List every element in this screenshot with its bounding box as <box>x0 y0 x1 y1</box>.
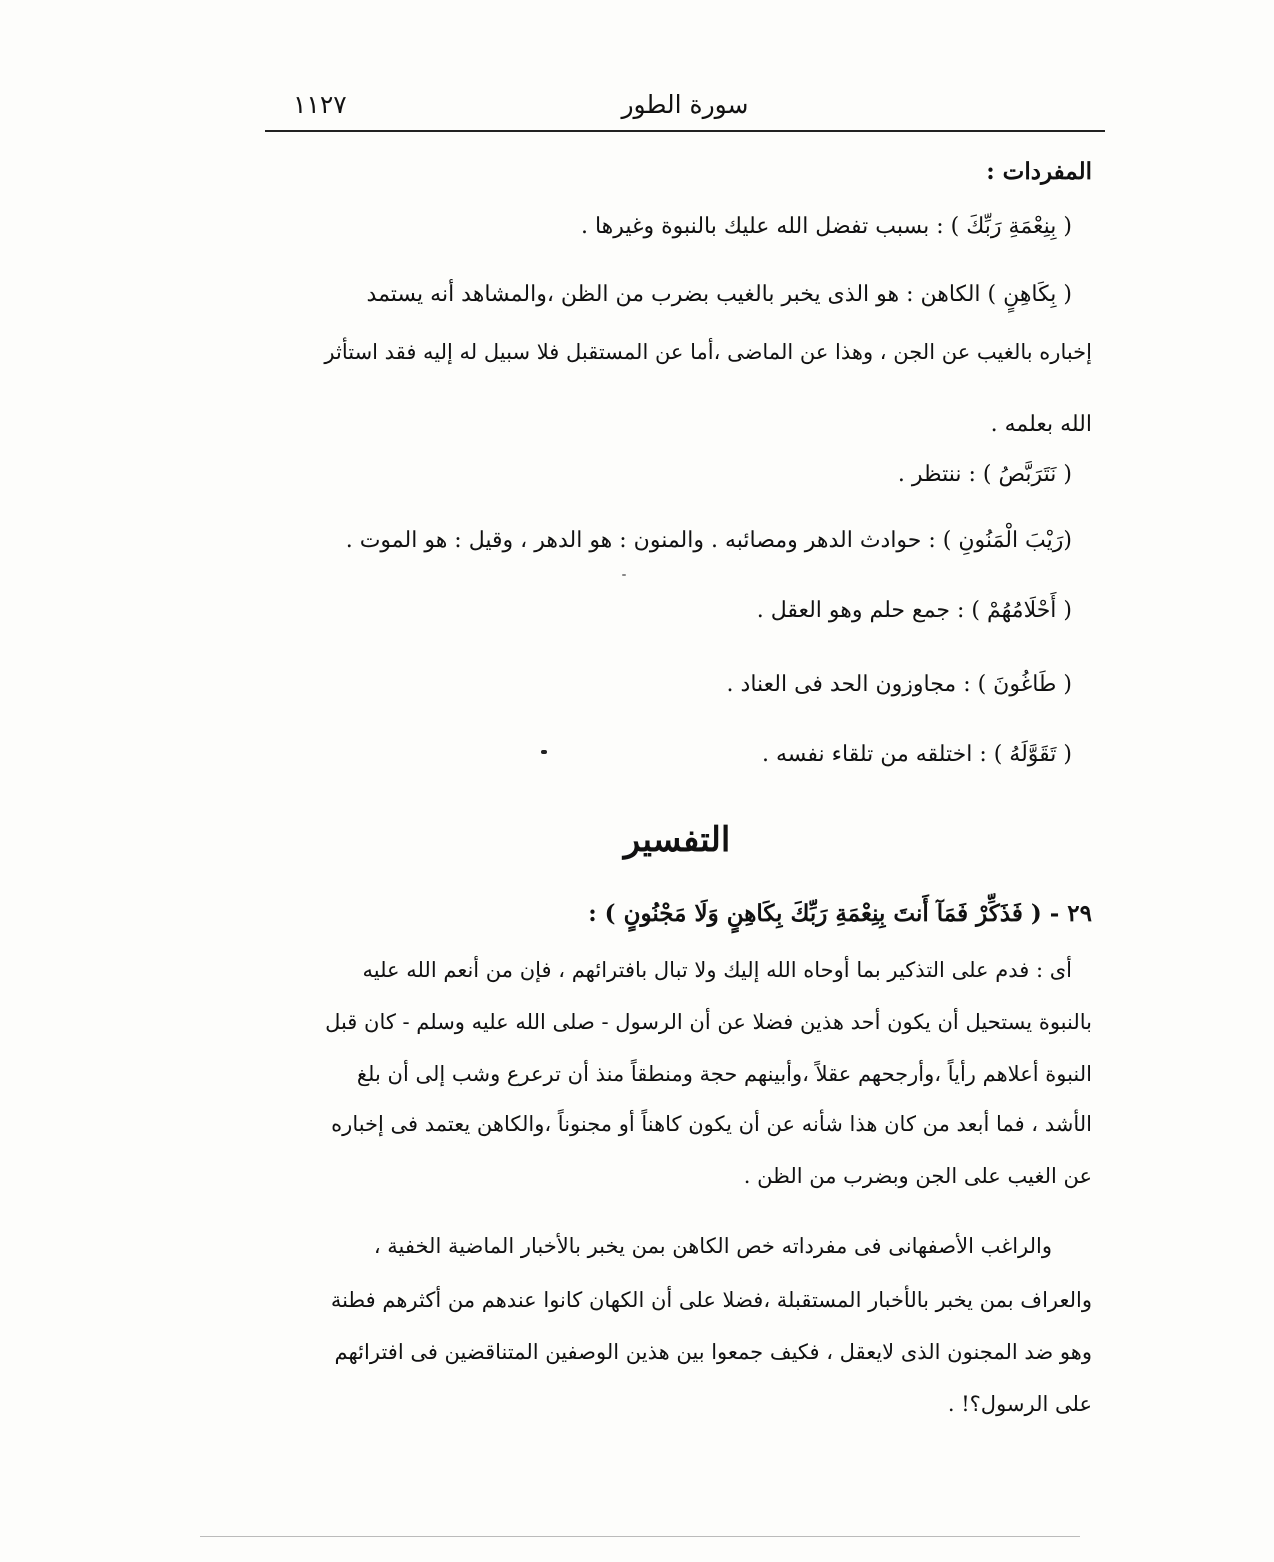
tafsir-line: والعراف بمن يخبر بالأخبار المستقبلة ،فضلا على أن الكهان كانوا عندهم من أكثرهم فطنة <box>330 1288 1092 1312</box>
gloss-line: إخباره بالغيب عن الجن ، وهذا عن الماضى ،أما عن المستقبل فلا سبيل له إليه فقد استأثر <box>324 340 1092 364</box>
tafsir-line: أى : فدم على التذكير بما أوحاه الله إليك ولا تبال بافترائهم ، فإن من أنعم الله عليه <box>362 958 1072 982</box>
tafsir-line: النبوة أعلاهم رأياً ،وأرجحهم عقلاً ،وأبينهم حجة ومنطقاً منذ أن ترعرع وشب إلى أن بلغ <box>356 1062 1092 1086</box>
tafsir-line: الأشد ، فما أبعد من كان هذا شأنه عن أن يكون كاهناً أو مجنوناً ،والكاهن يعتمد فى إخباره <box>331 1112 1092 1136</box>
footer-rule <box>200 1536 1080 1537</box>
tafsir-heading: التفسير <box>623 820 731 860</box>
tafsir-line: بالنبوة يستحيل أن يكون أحد هذين فضلا عن أن الرسول - صلى الله عليه وسلم - كان قبل <box>325 1010 1092 1034</box>
gloss-line: ( أَحْلَامُهُمْ ) : جمع حلم وهو العقل . <box>756 598 1072 623</box>
gloss-line: ( طَاغُونَ ) : مجاوزون الحد فى العناد . <box>726 672 1072 697</box>
page-number: ١١٢٧ <box>293 90 347 119</box>
verse-line: ٢٩ - ( فَذَكِّرْ فَمَآ أَنتَ بِنِعْمَةِ رَبِّكَ بِكَاهِنٍ وَلَا مَجْنُونٍ ) : <box>588 900 1092 927</box>
tafsir-line: وهو ضد المجنون الذى لايعقل ، فكيف جمعوا بين هذين الوصفين المتناقضين فى افترائهم <box>334 1340 1092 1364</box>
gloss-line: ( نَتَرَبَّصُ ) : ننتظر . <box>897 462 1072 487</box>
mufradat-heading: المفردات : <box>986 158 1092 185</box>
gloss-line: ( بِكَاهِنٍ ) الكاهن : هو الذى يخبر بالغيب بضرب من الظن ،والمشاهد أنه يستمد <box>366 282 1072 307</box>
surah-title: سورة الطور <box>621 90 749 119</box>
gloss-line: ( تَقَوَّلَهُ ) : اختلقه من تلقاء نفسه . <box>762 742 1072 767</box>
gloss-line: (رَيْبَ الْمَنُونِ ) : حوادث الدهر ومصائبه . والمنون : هو الدهر ، وقيل : هو الموت . <box>345 528 1072 553</box>
ink-speck <box>541 750 547 754</box>
tafsir-line: والراغب الأصفهانى فى مفرداته خص الكاهن بمن يخبر بالأخبار الماضية الخفية ، <box>373 1234 1052 1258</box>
gloss-line: ( بِنِعْمَةِ رَبِّكَ ) : بسبب تفضل الله عليك بالنبوة وغيرها . <box>580 214 1072 239</box>
ink-speck <box>622 574 626 576</box>
page-header <box>265 88 1105 132</box>
tafsir-line: عن الغيب على الجن وبضرب من الظن . <box>743 1164 1092 1188</box>
gloss-line: الله بعلمه . <box>990 412 1092 437</box>
tafsir-line: على الرسول؟! . <box>947 1392 1092 1416</box>
